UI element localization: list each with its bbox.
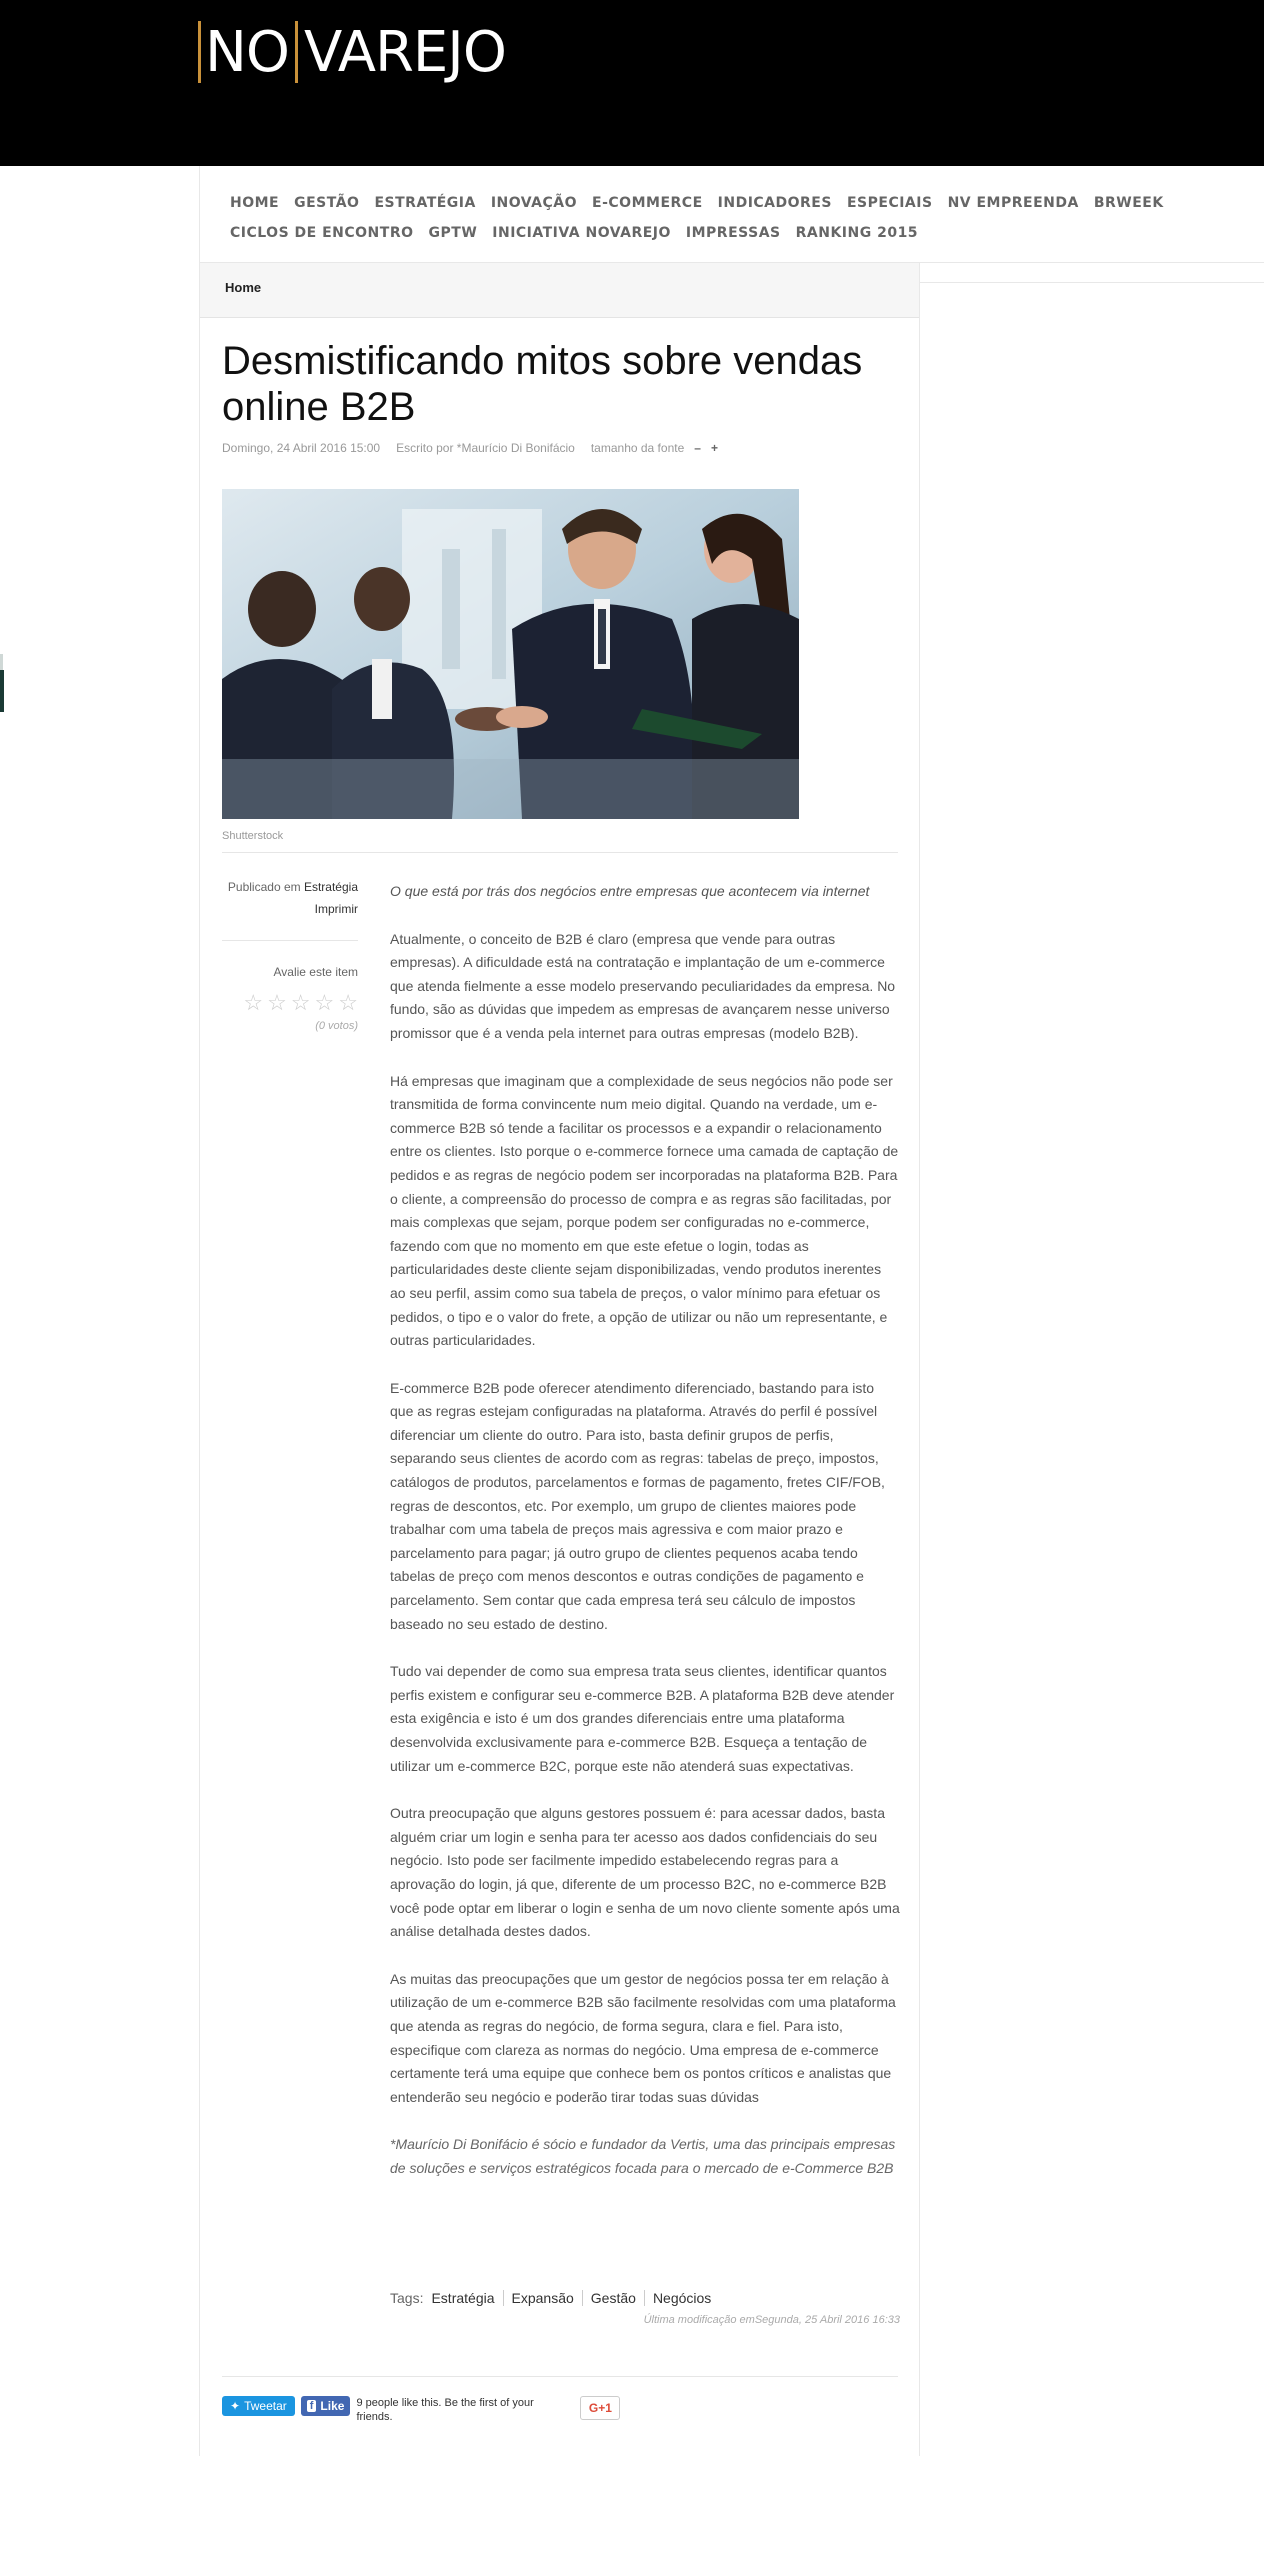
divider bbox=[222, 2376, 898, 2377]
article-info bbox=[222, 876, 358, 1037]
nav-item-nv-empreenda[interactable]: NV EMPREENDA bbox=[947, 195, 1079, 211]
twitter-bird-icon: ✦ bbox=[230, 2399, 241, 2413]
site-header bbox=[0, 0, 1264, 166]
side-tab-edge bbox=[0, 654, 3, 670]
tag-link[interactable]: Expansão bbox=[512, 2290, 583, 2306]
content-border-left bbox=[199, 166, 200, 2456]
rate-label: Avalie este item bbox=[273, 965, 358, 979]
star-icon[interactable]: ☆ bbox=[267, 990, 287, 1015]
divider bbox=[222, 940, 358, 941]
breadcrumb bbox=[200, 263, 919, 318]
content-border-right bbox=[919, 262, 920, 2456]
main-nav bbox=[230, 188, 1164, 248]
font-size-control bbox=[591, 441, 718, 455]
rating-stars bbox=[222, 991, 358, 1015]
sidebar-divider bbox=[920, 282, 1264, 283]
nav-item-indicadores[interactable]: INDICADORES bbox=[717, 195, 832, 211]
article-paragraph: Há empresas que imaginam que a complexidade de seus negócios não pode ser transmitida de forma convincente num meio digital. Quando na verdade, um e-commerce B2B só tende a facilitar os processos e a expandir o relacionamento entre os clientes. Isto porque o e-commerce fornece uma camada de captação de pedidos e as regras de negócio podem ser incorporadas na plataforma B2B. Para o cliente, a compreensão do processo de compra e as regras são facilitadas, por mais complexas que sejam, porque podem ser configuradas no e-commerce, fazendo com que no momento em que este efetue o login, todas as particularidades deste cliente sejam disponibilizadas, vendo produtos inerentes ao seu perfil, assim como sua tabela de preços, o valor mínimo para efetuar os pedidos, o tipo e o valor do frete, a opção de utilizar ou não um representante, e outras particularidades. bbox=[390, 1072, 899, 1349]
article-title: Desmistificando mitos sobre vendas online B2B bbox=[222, 339, 863, 429]
business-handshake-image bbox=[222, 489, 799, 819]
nav-item-ciclos-de-encontro[interactable]: CICLOS DE ENCONTRO bbox=[230, 225, 414, 241]
nav-item-home[interactable]: HOME bbox=[230, 195, 280, 211]
article-tags bbox=[390, 2290, 719, 2306]
logo-bar bbox=[198, 21, 201, 83]
last-modified: Última modificação emSegunda, 25 Abril 2016 16:33 bbox=[643, 2314, 900, 2326]
article-date: Domingo, 24 Abril 2016 15:00 bbox=[222, 441, 381, 455]
like-label: Like bbox=[320, 2399, 345, 2413]
nav-item-inova-o[interactable]: INOVAÇÃO bbox=[490, 195, 578, 211]
print-link[interactable]: Imprimir bbox=[314, 902, 358, 916]
like-count-text: 9 people like this. Be the first of your friends. bbox=[356, 2397, 534, 2423]
published-in-label: Publicado em bbox=[227, 880, 301, 894]
nav-row bbox=[230, 218, 1090, 248]
author-note: *Maurício Di Bonifácio é sócio e fundador da Vertis, uma das principais empresas de soluções e serviços estratégicos focada para o mercado de e-Commerce B2B bbox=[390, 2136, 896, 2176]
article-paragraph: As muitas das preocupações que um gestor de negócios possa ter em relação à utilização de um e-commerce B2B são facilmente resolvidas com uma plataforma que atenda as regras do negócio, de forma segura, clara e fiel. Para isto, especifique com clareza as normas do negócio. Uma empresa de e-commerce certamente terá uma equipe que conhece bem os pontos críticos e analistas que entenderão seu negócio e poderão tirar todas suas dúvidas bbox=[390, 1970, 896, 2105]
article-meta bbox=[222, 441, 718, 455]
article-paragraph: Tudo vai depender de como sua empresa trata seus clientes, identificar quantos perfis existem e configurar seu e-commerce B2B. A plataforma B2B deve atender esta exigência e isto é um dos grandes diferenciais entre uma plataforma desenvolvida exclusivamente para e-commerce B2B. Esqueça a tentação de utilizar um e-commerce B2C, porque este não atenderá suas expectativas. bbox=[390, 1663, 895, 1774]
article-author: Escrito por *Maurício Di Bonifácio bbox=[396, 441, 575, 455]
article-paragraph: E-commerce B2B pode oferecer atendimento diferenciado, bastando para isto que as regras estejam configuradas na plataforma. Através do perfil é possível diferenciar um cliente do outro. Para isto, basta definir grupos de perfis, separando seus clientes de acordo com as regras: tabelas de preço, impostos, catálogos de produtos, parcelamentos e formas de pagamento, fretes CIF/FOB, regras de descontos, etc. Por exemplo, um grupo de clientes maiores pode trabalhar com uma tabela de preços mais agressiva e com maior prazo e parcelamento para pagar; já outro grupo de clientes pequenos acaba tendo tabelas de preço com menos descontos e outras condições de pagamento e parcelamento. Sem contar que cada empresa terá seu cálculo de impostos baseado no seu estado de destino. bbox=[390, 1379, 885, 1632]
nav-item-especiais[interactable]: ESPECIAIS bbox=[846, 195, 933, 211]
article-image bbox=[222, 489, 799, 819]
tweet-button[interactable] bbox=[222, 2396, 295, 2416]
article-paragraph: Outra preocupação que alguns gestores possuem é: para acessar dados, basta alguém criar um login e senha para ter acesso aos dados confidenciais do seu negócio. Isto pode ser facilmente impedido estabelecendo regras para a aprovação do login, já que, diferente de um processo B2C, no e-commerce B2B você pode optar em liberar o login e senha de um novo cliente somente após uma análise detalhada destes dados. bbox=[390, 1805, 900, 1940]
tweet-label: Tweetar bbox=[244, 2399, 287, 2413]
nav-item-iniciativa-novarejo[interactable]: INICIATIVA NOVAREJO bbox=[492, 225, 671, 241]
nav-row bbox=[230, 188, 1164, 218]
star-icon[interactable]: ☆ bbox=[314, 990, 335, 1015]
site-logo[interactable] bbox=[198, 20, 506, 84]
star-icon[interactable]: ☆ bbox=[290, 990, 311, 1015]
tag-link[interactable]: Estratégia bbox=[431, 2290, 503, 2306]
logo-text-right: VAREJO bbox=[303, 19, 506, 85]
breadcrumb-home[interactable]: Home bbox=[225, 280, 262, 295]
logo-text-left: NO bbox=[205, 19, 289, 85]
font-increase-button[interactable]: + bbox=[710, 441, 718, 455]
facebook-icon: f bbox=[307, 2400, 317, 2412]
published-in bbox=[222, 876, 358, 898]
nav-item-gptw[interactable]: GPTW bbox=[428, 225, 478, 241]
tags-label: Tags: bbox=[390, 2290, 424, 2306]
font-decrease-button[interactable]: – bbox=[694, 441, 701, 455]
font-size-label: tamanho da fonte bbox=[590, 441, 685, 455]
nav-item-gest-o[interactable]: GESTÃO bbox=[294, 195, 360, 211]
tag-link[interactable]: Negócios bbox=[652, 2290, 712, 2306]
star-icon[interactable]: ☆ bbox=[243, 990, 264, 1015]
nav-item-estrat-gia[interactable]: ESTRATÉGIA bbox=[374, 195, 476, 211]
votes-count: (0 votos) bbox=[315, 1020, 358, 1032]
social-share bbox=[222, 2396, 620, 2424]
divider bbox=[222, 852, 898, 853]
logo-bar bbox=[295, 21, 298, 83]
image-caption: Shutterstock bbox=[222, 830, 284, 842]
side-tab[interactable] bbox=[0, 670, 4, 712]
facebook-like-button[interactable] bbox=[301, 2396, 351, 2416]
article-paragraph: Atualmente, o conceito de B2B é claro (empresa que vende para outras empresas). A dificuldade está na contratação e implantação de um e-commerce que atenda fielmente a esse modelo preservando peculiaridades da empresa. No fundo, são as dúvidas que impedem as empresas de avançarem nesse universo promissor que é a venda pela internet para outras empresas (modelo B2B). bbox=[390, 930, 896, 1041]
category-link[interactable]: Estratégia bbox=[303, 880, 358, 894]
nav-item-e-commerce[interactable]: E-COMMERCE bbox=[592, 195, 703, 211]
nav-item-ranking-2015[interactable]: RANKING 2015 bbox=[795, 225, 919, 241]
tag-link[interactable]: Gestão bbox=[591, 2290, 645, 2306]
article-body bbox=[390, 880, 900, 2205]
star-icon[interactable]: ☆ bbox=[338, 990, 358, 1015]
nav-item-brweek[interactable]: BRWEEK bbox=[1093, 195, 1164, 211]
nav-item-impressas[interactable]: IMPRESSAS bbox=[685, 225, 781, 241]
google-plus-button[interactable]: G+1 bbox=[580, 2396, 620, 2420]
article-intro: O que está por trás dos negócios entre empresas que acontecem via internet bbox=[390, 883, 870, 899]
